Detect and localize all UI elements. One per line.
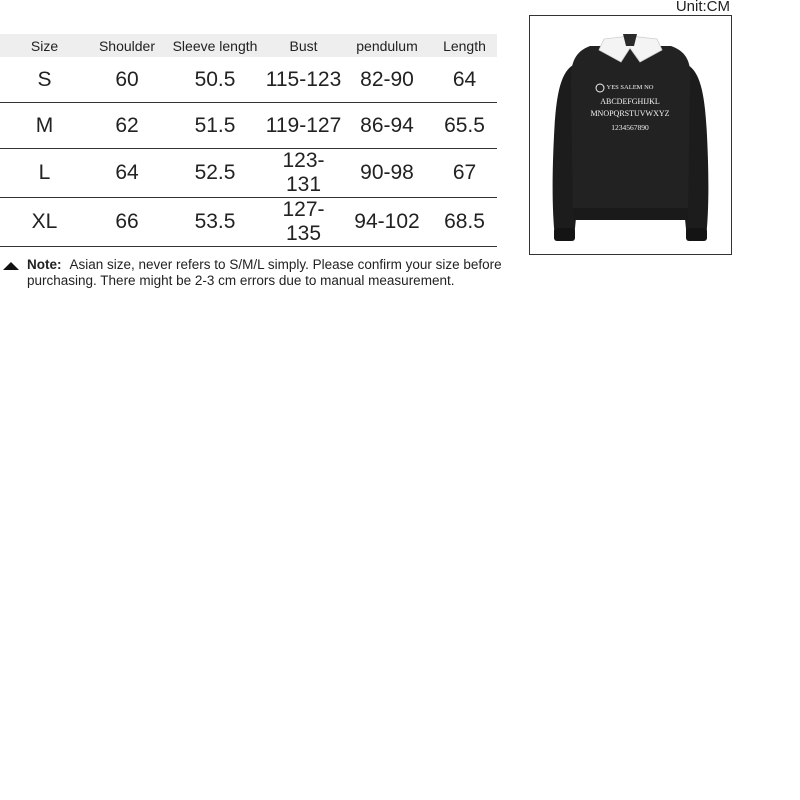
table-cell: 62: [89, 103, 165, 149]
table-cell: 53.5: [165, 198, 265, 247]
table-cell: 64: [432, 57, 497, 103]
table-cell: 50.5: [165, 57, 265, 103]
table-cell: L: [0, 149, 89, 198]
table-cell: 67: [432, 149, 497, 198]
table-cell: 60: [89, 57, 165, 103]
table-cell: 82-90: [342, 57, 432, 103]
size-chart-table: [0, 34, 497, 247]
print-row2-text: MNOPQRSTUVWXYZ: [590, 109, 670, 118]
table-cell: 66: [89, 198, 165, 247]
print-row3-text: 1234567890: [611, 123, 649, 132]
header-bust: Bust: [265, 34, 342, 57]
table-cell: 52.5: [165, 149, 265, 198]
table-row: [0, 198, 497, 247]
table-cell: 94-102: [342, 198, 432, 247]
triangle-icon: [3, 262, 19, 270]
table-cell: 90-98: [342, 149, 432, 198]
print-top-text: YES SALEM NO: [606, 84, 654, 91]
note-label: Note:: [27, 257, 62, 272]
table-cell: 68.5: [432, 198, 497, 247]
unit-label: Unit:CM: [675, 0, 730, 15]
table-header-row: [0, 34, 497, 57]
header-shoulder: Shoulder: [89, 34, 165, 57]
header-size: Size: [0, 34, 89, 57]
table-cell: 86-94: [342, 103, 432, 149]
table-row: [0, 103, 497, 149]
sweatshirt-illustration: [530, 16, 731, 254]
table-cell: 64: [89, 149, 165, 198]
table-cell: M: [0, 103, 89, 149]
header-length: Length: [432, 34, 497, 57]
header-sleeve-length: Sleeve length: [165, 34, 265, 57]
table-row: [0, 57, 497, 103]
table-cell: XL: [0, 198, 89, 247]
print-row1-text: ABCDEFGHIJKL: [600, 97, 660, 106]
table-row: [0, 149, 497, 198]
note-text: Asian size, never refers to S/M/L simply. Please confirm your size before purchasing. There might be 2-3 cm errors due to manual measurement.: [27, 257, 502, 288]
table-cell: 51.5: [165, 103, 265, 149]
size-note: [3, 257, 513, 289]
table-cell: 127-135: [265, 198, 342, 247]
table-cell: 65.5: [432, 103, 497, 149]
header-pendulum: pendulum: [342, 34, 432, 57]
table-cell: S: [0, 57, 89, 103]
product-image: [529, 15, 732, 255]
table-cell: 123-131: [265, 149, 342, 198]
table-cell: 119-127: [265, 103, 342, 149]
table-cell: 115-123: [265, 57, 342, 103]
